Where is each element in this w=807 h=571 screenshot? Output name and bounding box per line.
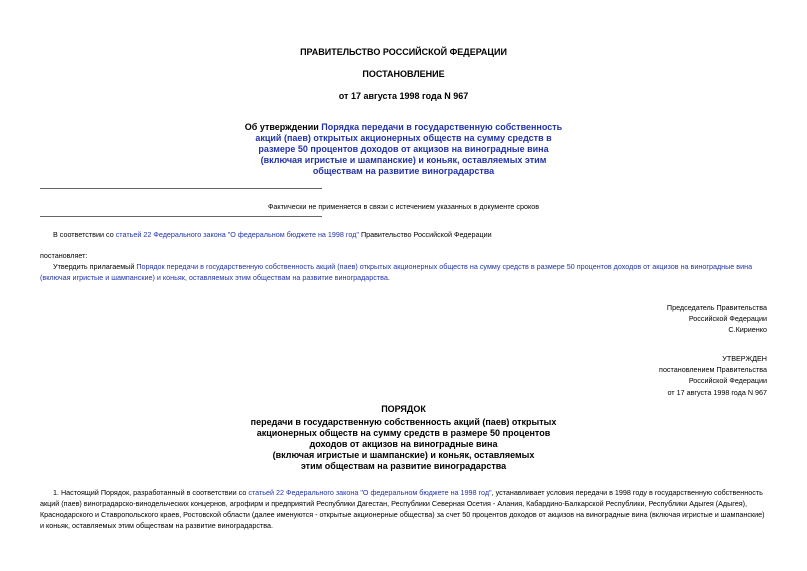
clause-1 [40, 487, 770, 531]
clause-1-law-link[interactable]: статьей 22 Федерального закона "О федеральном бюджете на 1998 год" [248, 488, 492, 497]
clause-1-line-3: Краснодарского и Ставропольского краев, Ростовской области (далее именуются - открытые акционерные общества) за счет 50 процентов доходов от акцизов на виноградные вина (включая игристые и шампанские) [40, 510, 765, 519]
approve-text: Утвердить прилагаемый [53, 262, 137, 271]
approved-order-link[interactable]: Порядок передачи в государственную собственность акций (паев) открытых акционерных обществ на сумму средств в размере 50 процентов доходов от акцизов на виноградные вина [136, 262, 753, 271]
title-line-2[interactable]: акций (паев) открытых акционерных обществ на сумму средств в [255, 133, 552, 143]
title-line-1 [0, 122, 807, 133]
decree-word: постановляет: [40, 251, 88, 260]
clause-1-line-4: и коньяк, оставляемых этим обществам на развитие виноградарства. [40, 521, 273, 530]
order-line-1: передачи в государственную собственность акций (паев) открытых [250, 417, 557, 427]
clause-1-text-cont: , устанавливает условия передачи в 1998 году в государственную собственность [491, 488, 763, 497]
law-link[interactable]: статьей 22 Федерального закона "О федеральном бюджете на 1998 год" [115, 230, 359, 239]
approve-line-2 [40, 272, 770, 283]
document-title [0, 122, 807, 177]
approval-stamp [659, 353, 767, 398]
approve-tail: . [387, 273, 390, 282]
title-line-5[interactable]: обществам на развитие виноградарства [312, 166, 495, 176]
approve-line-1 [40, 261, 770, 272]
signature-position: Председатель Правительства [666, 303, 767, 312]
order-heading: ПОРЯДОК [381, 404, 426, 414]
approval-stamp-line-2: постановлением Правительства [659, 365, 767, 375]
order-link[interactable]: Порядка передачи в государственную собственность [321, 122, 563, 132]
title-line-3[interactable]: размере 50 процентов доходов от акцизов на виноградные вина [258, 144, 549, 154]
clause-1-line-1 [40, 487, 770, 498]
divider-top [40, 188, 322, 189]
approve-paragraph [40, 261, 770, 283]
divider-bottom [40, 216, 322, 217]
signature-country: Российской Федерации [688, 314, 767, 324]
preamble [53, 229, 783, 240]
approval-stamp-line-3: Российской Федерации [688, 376, 767, 386]
clause-1-text: 1. Настоящий Порядок, разработанный в соответствии со [53, 488, 249, 497]
title-line-4[interactable]: (включая игристые и шампанские) и коньяк, оставляемых этим [260, 155, 547, 165]
document-type: ПОСТАНОВЛЕНИЕ [362, 69, 445, 79]
order-line-5: этим обществам на развитие виноградарства [300, 461, 507, 471]
preamble-tail: Правительство Российской Федерации [358, 230, 492, 239]
approval-stamp-title: УТВЕРЖДЕН [722, 354, 767, 363]
status-note: Фактически не применяется в связи с истечением указанных в документе сроков [267, 202, 540, 211]
order-line-4: (включая игристые и шампанские) и коньяк, оставляемых [272, 450, 535, 460]
document-date: от 17 августа 1998 года N 967 [338, 91, 469, 101]
clause-1-line-2: акций (паев) виноградарско-винодельческих концернов, агрофирм и предприятий Республики Дагестан, Республики Северная Осетия - Алания, Кабардино-Балкарской Республики, Республики Адыгея (Адыгея), [40, 499, 748, 508]
approval-stamp-line-4: от 17 августа 1998 года N 967 [667, 387, 767, 397]
preamble-text: В соответствии со [53, 230, 116, 239]
order-title [0, 404, 807, 472]
title-prefix: Об утверждении [244, 122, 322, 132]
signature-name: С.Кириенко [728, 325, 767, 335]
order-line-3: доходов от акцизов на виноградные вина [309, 439, 498, 449]
government-name: ПРАВИТЕЛЬСТВО РОССИЙСКОЙ ФЕДЕРАЦИИ [300, 47, 507, 57]
signature-block [667, 302, 767, 336]
order-line-2: акционерных обществ на сумму средств в размере 50 процентов [256, 428, 551, 438]
approved-order-link-cont[interactable]: (включая игристые и шампанские) и коньяк, оставляемых этим обществам на развитие виноградарства [40, 273, 388, 282]
